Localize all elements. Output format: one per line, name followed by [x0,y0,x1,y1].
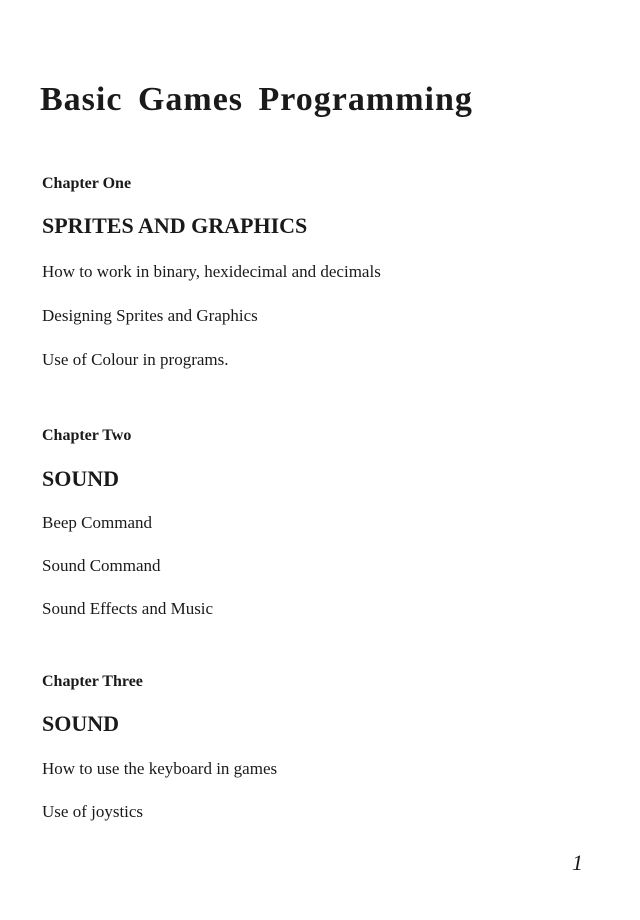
chapter-three-topic-2: Use of joystics [42,802,144,821]
chapter-two-topic-3: Sound Effects and Music [42,599,214,618]
page-number: 1 [572,850,583,875]
chapter-one-topic-2: Designing Sprites and Graphics [42,306,258,325]
chapter-three-topic-1: How to use the keyboard in games [42,759,278,778]
chapter-one-title: SPRITES AND GRAPHICS [42,213,308,238]
chapter-one-heading: Chapter One [42,175,132,192]
chapter-three-title: SOUND [42,711,120,736]
document-title: Basic Games Programming [40,81,473,118]
chapter-two-heading: Chapter Two [42,427,132,444]
chapter-two-topic-2: Sound Command [42,556,161,575]
chapter-two-topic-1: Beep Command [42,513,153,532]
chapter-one-topic-3: Use of Colour in programs. [42,350,229,369]
chapter-two-title: SOUND [42,466,120,491]
chapter-three-heading: Chapter Three [42,673,143,690]
chapter-one-topic-1: How to work in binary, hexidecimal and decimals [42,262,381,281]
